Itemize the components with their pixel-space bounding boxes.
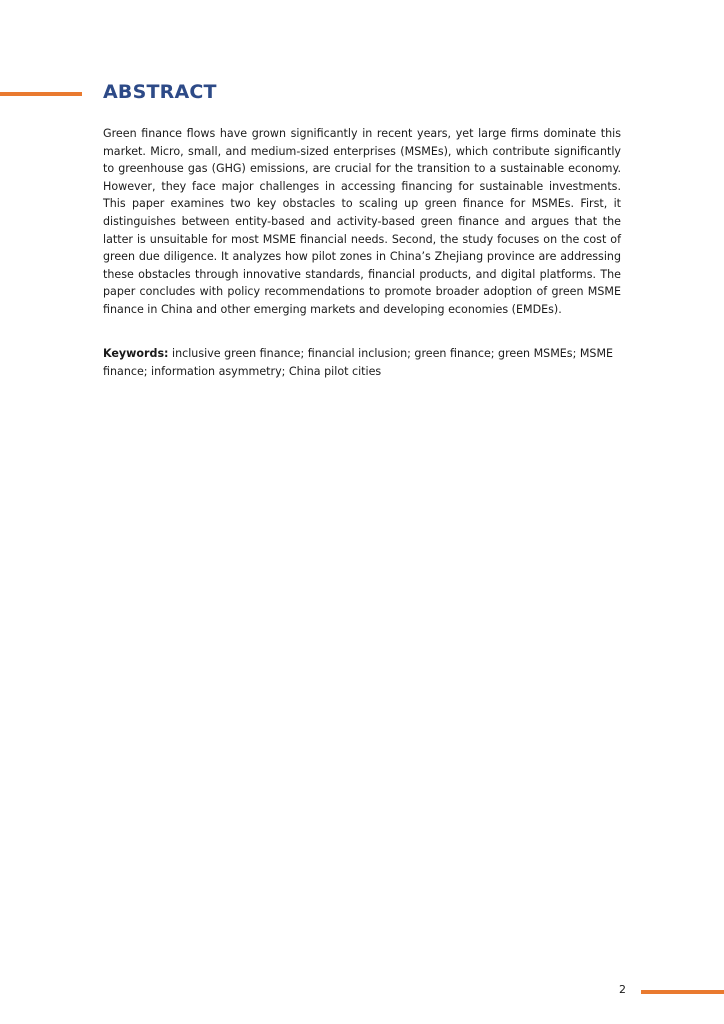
footer-accent-rule bbox=[641, 990, 724, 994]
keywords-list: inclusive green finance; financial inclusion; green finance; green MSMEs; MSME finance; information asymmetry; China pilot cities bbox=[103, 347, 614, 378]
keywords-paragraph bbox=[103, 345, 621, 380]
keywords-label: Keywords: bbox=[103, 347, 169, 360]
section-heading: ABSTRACT bbox=[103, 81, 217, 103]
page-number: 2 bbox=[619, 983, 626, 996]
header-accent-rule bbox=[0, 92, 82, 96]
abstract-paragraph: Green finance flows have grown significantly in recent years, yet large firms dominate this market. Micro, small, and medium-sized enterprises (MSMEs), which contribute significantly to greenhouse gas (GHG) emissions, are crucial for the transition to a sustainable economy. However, they face major challenges in accessing financing for sustainable investments. This paper examines two key obstacles to scaling up green finance for MSMEs. First, it distinguishes between entity-based and activity-based green finance and argues that the latter is unsuitable for most MSME financial needs. Second, the study focuses on the cost of green due diligence. It analyzes how pilot zones in China’s Zhejiang province are addressing these obstacles through innovative standards, financial products, and digital platforms. The paper concludes with policy recommendations to promote broader adoption of green MSME finance in China and other emerging markets and developing economies (EMDEs). bbox=[103, 127, 621, 316]
